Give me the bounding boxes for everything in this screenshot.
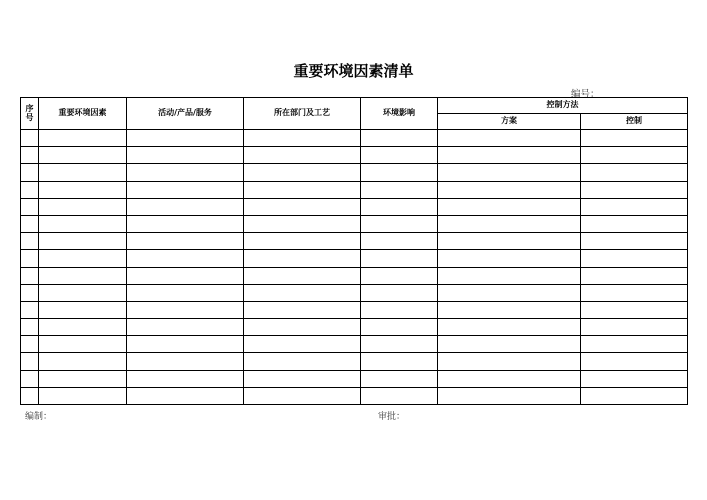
table-cell xyxy=(361,147,438,164)
table-cell xyxy=(244,147,361,164)
table-cell xyxy=(127,130,244,147)
table-row xyxy=(21,250,688,267)
compiled-by-label: 编制： xyxy=(25,412,53,422)
table-body xyxy=(21,130,688,405)
table-cell xyxy=(438,370,581,387)
header-activity: 活动/产品/服务 xyxy=(127,98,244,130)
environmental-factors-table xyxy=(20,97,688,405)
table-cell xyxy=(581,250,688,267)
approved-by-label: 审批： xyxy=(378,412,406,422)
table-cell xyxy=(21,319,39,336)
table-cell xyxy=(127,233,244,250)
table-cell xyxy=(438,130,581,147)
table-cell xyxy=(39,387,127,404)
table-row xyxy=(21,215,688,232)
table-cell xyxy=(39,130,127,147)
table-cell xyxy=(39,164,127,181)
table-cell xyxy=(21,353,39,370)
table-row xyxy=(21,336,688,353)
table-cell xyxy=(438,284,581,301)
table-cell xyxy=(127,284,244,301)
table-cell xyxy=(39,267,127,284)
table-cell xyxy=(244,319,361,336)
table-cell xyxy=(127,181,244,198)
table-cell xyxy=(21,336,39,353)
table-row xyxy=(21,284,688,301)
table-cell xyxy=(21,215,39,232)
table-cell xyxy=(127,267,244,284)
table-cell xyxy=(21,233,39,250)
table-cell xyxy=(361,233,438,250)
table-cell xyxy=(361,164,438,181)
table-cell xyxy=(39,233,127,250)
table-cell xyxy=(21,370,39,387)
table-cell xyxy=(127,164,244,181)
table-row xyxy=(21,130,688,147)
table-cell xyxy=(244,130,361,147)
table-row xyxy=(21,164,688,181)
table-cell xyxy=(21,181,39,198)
table-cell xyxy=(39,181,127,198)
page-title: 重要环境因素清单 xyxy=(293,62,414,80)
table-cell xyxy=(438,336,581,353)
table-cell xyxy=(361,336,438,353)
table-cell xyxy=(438,250,581,267)
table-cell xyxy=(244,353,361,370)
table-cell xyxy=(581,130,688,147)
table-cell xyxy=(39,147,127,164)
table-cell xyxy=(244,387,361,404)
table-cell xyxy=(244,198,361,215)
table-cell xyxy=(361,267,438,284)
table-cell xyxy=(244,336,361,353)
table-row xyxy=(21,267,688,284)
table-cell xyxy=(581,387,688,404)
table-cell xyxy=(581,336,688,353)
table-cell xyxy=(21,284,39,301)
table-cell xyxy=(581,164,688,181)
header-plan: 方案 xyxy=(438,114,581,130)
header-control-method: 控制方法 xyxy=(438,98,688,114)
table-cell xyxy=(21,301,39,318)
table-row xyxy=(21,233,688,250)
table-cell xyxy=(244,301,361,318)
table-cell xyxy=(39,336,127,353)
table-cell xyxy=(438,319,581,336)
table-cell xyxy=(21,147,39,164)
header-seq-line2: 号 xyxy=(25,112,34,122)
table-cell xyxy=(438,353,581,370)
table-row xyxy=(21,353,688,370)
table-cell xyxy=(127,250,244,267)
table-cell xyxy=(361,215,438,232)
header-seq-line1: 序 xyxy=(25,103,34,113)
table-cell xyxy=(21,250,39,267)
table-cell xyxy=(21,130,39,147)
table-cell xyxy=(581,353,688,370)
table-cell xyxy=(581,147,688,164)
table-cell xyxy=(39,353,127,370)
header-factor: 重要环境因素 xyxy=(39,98,127,130)
header-control: 控制 xyxy=(581,114,688,130)
table-cell xyxy=(244,250,361,267)
table-cell xyxy=(244,164,361,181)
table-cell xyxy=(581,198,688,215)
table-cell xyxy=(127,198,244,215)
table-cell xyxy=(39,198,127,215)
table-cell xyxy=(361,181,438,198)
header-seq xyxy=(21,98,39,130)
table-cell xyxy=(244,370,361,387)
table-cell xyxy=(438,387,581,404)
table-cell xyxy=(581,319,688,336)
table-cell xyxy=(438,164,581,181)
table-cell xyxy=(361,250,438,267)
table-cell xyxy=(21,387,39,404)
table-cell xyxy=(361,370,438,387)
table-cell xyxy=(581,370,688,387)
table-cell xyxy=(127,353,244,370)
table-cell xyxy=(438,301,581,318)
table-cell xyxy=(438,198,581,215)
table-row xyxy=(21,301,688,318)
table-cell xyxy=(244,233,361,250)
table-row xyxy=(21,181,688,198)
table-cell xyxy=(581,284,688,301)
table-cell xyxy=(438,215,581,232)
table-cell xyxy=(581,301,688,318)
table-cell xyxy=(581,181,688,198)
table-cell xyxy=(244,267,361,284)
table-cell xyxy=(244,181,361,198)
table-cell xyxy=(127,336,244,353)
table-cell xyxy=(127,319,244,336)
table-cell xyxy=(361,130,438,147)
table-cell xyxy=(581,267,688,284)
table-cell xyxy=(21,198,39,215)
table-cell xyxy=(581,215,688,232)
table-cell xyxy=(361,301,438,318)
number-label: 编号： xyxy=(571,89,600,100)
table-cell xyxy=(39,250,127,267)
table-row xyxy=(21,198,688,215)
table-cell xyxy=(361,319,438,336)
table-cell xyxy=(39,370,127,387)
table-cell xyxy=(244,215,361,232)
table-cell xyxy=(39,301,127,318)
table-cell xyxy=(39,284,127,301)
table-cell xyxy=(361,198,438,215)
table-cell xyxy=(361,284,438,301)
table-cell xyxy=(438,147,581,164)
table-cell xyxy=(581,233,688,250)
table-cell xyxy=(127,387,244,404)
table-cell xyxy=(127,370,244,387)
table-cell xyxy=(127,147,244,164)
table-cell xyxy=(127,301,244,318)
table-cell xyxy=(361,387,438,404)
header-impact: 环境影响 xyxy=(361,98,438,130)
table-cell xyxy=(244,284,361,301)
table-cell xyxy=(21,164,39,181)
table-cell xyxy=(39,215,127,232)
table-row xyxy=(21,370,688,387)
table-row xyxy=(21,387,688,404)
table-cell xyxy=(438,181,581,198)
table-cell xyxy=(21,267,39,284)
table-row xyxy=(21,147,688,164)
table-cell xyxy=(127,215,244,232)
table-cell xyxy=(361,353,438,370)
table-cell xyxy=(438,267,581,284)
table-cell xyxy=(438,233,581,250)
table-cell xyxy=(39,319,127,336)
header-department: 所在部门及工艺 xyxy=(244,98,361,130)
table-row xyxy=(21,319,688,336)
